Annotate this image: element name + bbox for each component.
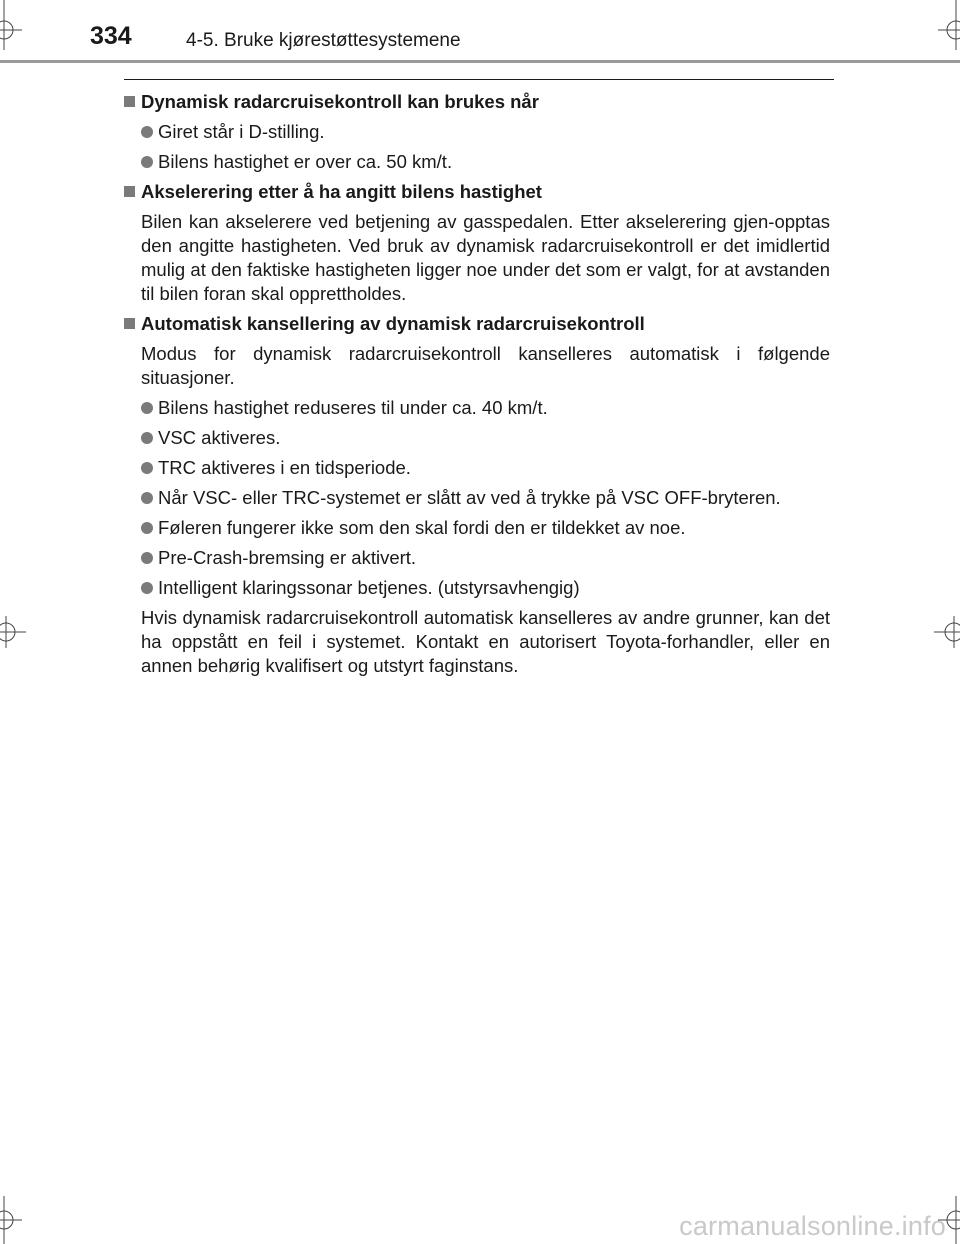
square-bullet-icon [124, 96, 135, 107]
circle-bullet-icon [141, 462, 153, 474]
crop-mark-mid-right [934, 612, 960, 652]
circle-bullet-icon [141, 402, 153, 414]
heading-text: Dynamisk radarcruisekontroll kan brukes når [141, 91, 539, 112]
section-title: 4-5. Bruke kjørestøttesystemene [186, 30, 461, 51]
page-content [124, 90, 830, 684]
paragraph: Modus for dynamisk radarcruisekontroll kanselleres automatisk i følgende situasjoner. [141, 343, 830, 388]
list-item-text: Intelligent klaringssonar betjenes. (utstyrsavhengig) [158, 577, 580, 598]
list-item-text: Pre-Crash-bremsing er aktivert. [158, 547, 417, 568]
section-heading [124, 312, 830, 336]
list-item [124, 546, 830, 570]
list-item-text: VSC aktiveres. [158, 427, 281, 448]
list-item-text: Føleren fungerer ikke som den skal fordi den er tildekket av noe. [158, 517, 686, 538]
list-item [124, 120, 830, 144]
list-item-text: Bilens hastighet er over ca. 50 km/t. [158, 151, 453, 172]
paragraph: Hvis dynamisk radarcruisekontroll automatisk kanselleres av andre grunner, kan det ha oppstått en feil i systemet. Kontakt en autorisert Toyota-forhandler, eller en annen behørig kvalifisert og utstyrt faginstans. [141, 607, 830, 676]
section-heading [124, 90, 830, 114]
circle-bullet-icon [141, 582, 153, 594]
crop-mark-bottom-left [0, 1196, 24, 1244]
heading-text: Automatisk kansellering av dynamisk radarcruisekontroll [141, 313, 645, 334]
circle-bullet-icon [141, 126, 153, 138]
header-rule [0, 60, 960, 63]
circle-bullet-icon [141, 432, 153, 444]
square-bullet-icon [124, 318, 135, 329]
crop-mark-top-left [0, 0, 24, 50]
circle-bullet-icon [141, 492, 153, 504]
list-item [124, 516, 830, 540]
list-item [124, 396, 830, 420]
section-heading [124, 180, 830, 204]
list-item [124, 576, 830, 600]
list-item [124, 426, 830, 450]
list-item [124, 150, 830, 174]
circle-bullet-icon [141, 522, 153, 534]
list-item [124, 456, 830, 480]
paragraph: Bilen kan akselerere ved betjening av gasspedalen. Etter akselerering gjen-opptas den angitte hastigheten. Ved bruk av dynamisk radarcruisekontroll er det imidlertid mulig at den faktiske hastigheten ligger noe under det som er valgt, for at avstanden til bilen foran skal opprettholdes. [141, 211, 830, 304]
circle-bullet-icon [141, 156, 153, 168]
list-item-text: Når VSC- eller TRC-systemet er slått av ved å trykke på VSC OFF-bryteren. [158, 487, 781, 508]
heading-text: Akselerering etter å ha angitt bilens hastighet [141, 181, 542, 202]
list-item-text: Bilens hastighet reduseres til under ca. 40 km/t. [158, 397, 548, 418]
content-rule [124, 79, 834, 80]
list-item [124, 486, 830, 510]
watermark: carmanualsonline.info [679, 1211, 946, 1241]
list-item-text: Giret står i D-stilling. [158, 121, 325, 142]
square-bullet-icon [124, 186, 135, 197]
circle-bullet-icon [141, 552, 153, 564]
crop-mark-top-right [936, 0, 960, 50]
list-item-text: TRC aktiveres i en tidsperiode. [158, 457, 411, 478]
page-number: 334 [90, 22, 132, 50]
crop-mark-mid-left [0, 612, 26, 652]
